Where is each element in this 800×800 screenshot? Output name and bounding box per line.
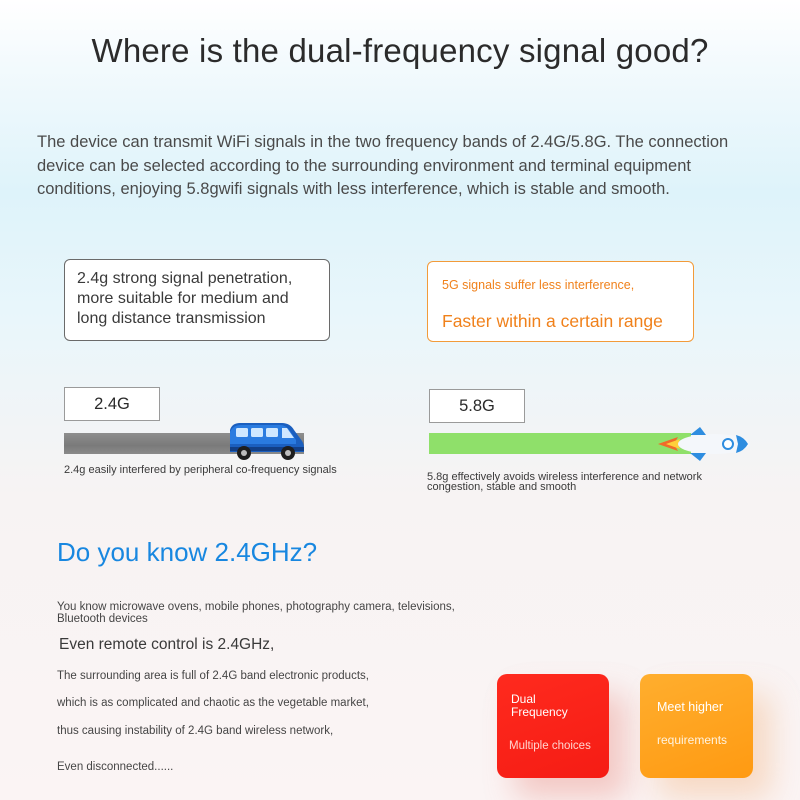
section-heading: Do you know 2.4GHz? bbox=[57, 537, 318, 567]
caption-line: congestion, stable and smooth bbox=[427, 481, 577, 493]
card-subtitle: Multiple choices bbox=[509, 740, 591, 752]
band-58-caption bbox=[427, 472, 702, 492]
body-line: The surrounding area is full of 2.4G band electronic products, bbox=[57, 670, 369, 682]
dual-frequency-card bbox=[497, 674, 609, 778]
page-title: Where is the dual-frequency signal good? bbox=[91, 32, 709, 69]
feature-line: more suitable for medium and bbox=[77, 290, 289, 307]
intro-line: device can be selected according to the surrounding environment and terminal equipment bbox=[37, 156, 691, 175]
feature-headline: Faster within a certain range bbox=[442, 311, 663, 331]
intro-paragraph bbox=[37, 131, 777, 202]
rocket-icon bbox=[652, 424, 764, 464]
band-24-caption: 2.4g easily interfered by peripheral co-frequency signals bbox=[64, 464, 337, 476]
band-24-label: 2.4G bbox=[64, 387, 160, 421]
card-title-line: Frequency bbox=[511, 705, 568, 719]
body-line: which is as complicated and chaotic as the vegetable market, bbox=[57, 697, 369, 709]
card-title bbox=[511, 693, 568, 719]
van-icon bbox=[224, 414, 308, 464]
devices-line: Bluetooth devices bbox=[57, 613, 148, 625]
devices-line: You know microwave ovens, mobile phones, photography camera, televisions, bbox=[57, 601, 455, 613]
intro-line: conditions, enjoying 5.8gwifi signals with less interference, which is stable and smooth. bbox=[37, 180, 670, 198]
band-58-label: 5.8G bbox=[429, 389, 525, 423]
intro-line: The device can transmit WiFi signals in the two frequency bands of 2.4G/5.8G. The connection bbox=[37, 133, 729, 151]
feature-subtext: 5G signals suffer less interference, bbox=[442, 278, 635, 292]
devices-text bbox=[57, 601, 455, 625]
feature-line: 2.4g strong signal penetration, bbox=[77, 270, 293, 287]
band-58-feature-box bbox=[427, 261, 694, 342]
card-title-line: Dual bbox=[511, 692, 536, 706]
band-24-feature-box bbox=[64, 259, 330, 341]
caption-line: 5.8g effectively avoids wireless interference and network bbox=[427, 471, 702, 483]
body-line: thus causing instability of 2.4G band wireless network, bbox=[57, 725, 334, 737]
requirements-card bbox=[640, 674, 753, 778]
feature-line: long distance transmission bbox=[77, 310, 266, 327]
card-subtitle: requirements bbox=[657, 733, 728, 747]
body-line: Even disconnected...... bbox=[57, 761, 174, 773]
remote-control-text: Even remote control is 2.4GHz, bbox=[59, 636, 275, 653]
card-title: Meet higher bbox=[657, 700, 724, 714]
